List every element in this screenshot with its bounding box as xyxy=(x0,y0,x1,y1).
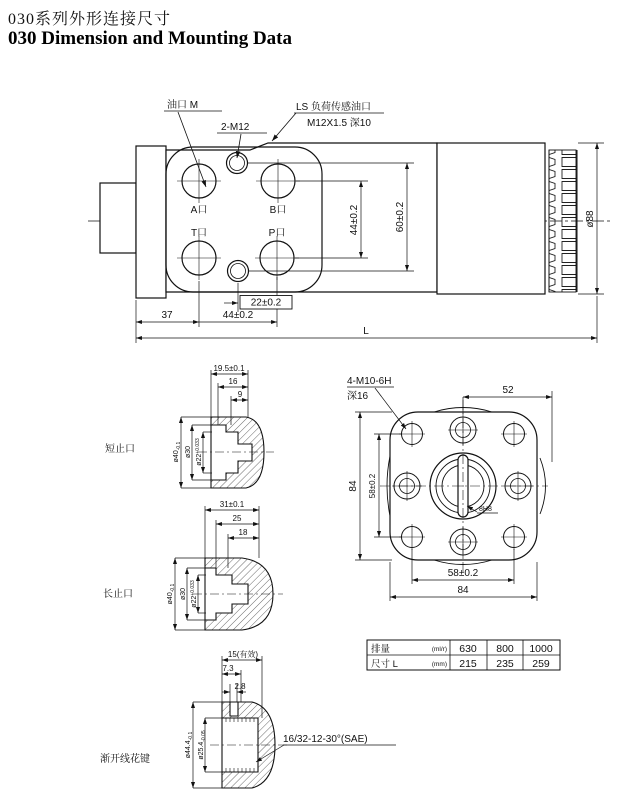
spline-len: 15(有效) xyxy=(227,650,259,659)
short-spigot-depth-9: 9 xyxy=(237,390,243,399)
table-row1-value-1000: 1000 xyxy=(529,643,553,655)
long-spigot-dia-outer: $ø40_{-0.1}$ xyxy=(167,583,176,605)
table-row2-value-215: 215 xyxy=(459,658,477,670)
mounting-flange xyxy=(136,146,166,298)
short-spigot-section xyxy=(181,370,274,488)
table-row2-value-259: 259 xyxy=(532,658,550,670)
long-spigot-section xyxy=(175,506,283,630)
short-spigot-depth-16: 16 xyxy=(228,377,238,386)
slot-width-label: 8H8 xyxy=(479,506,492,513)
dim-44-vertical: 44±0.2 xyxy=(349,204,360,236)
spline-dim-73: 7.3 xyxy=(222,664,234,673)
long-spigot-dia-inner: $ø22^{+0.033}$ xyxy=(190,580,198,608)
dim-44-bottom: 44±0.2 xyxy=(222,310,254,321)
page-title-chinese: 030系列外形连接尺寸 xyxy=(8,11,172,28)
table-row2-value-235: 235 xyxy=(496,658,514,670)
dim-length-L: L xyxy=(363,326,369,337)
bolt-spec-label: 4-M10-6H xyxy=(347,376,392,387)
spline-spec: 16/32-12-30°(SAE) xyxy=(283,734,368,745)
dim-dia-88: ø88 xyxy=(585,210,596,228)
short-spigot-depth-total: 19.5±0.1 xyxy=(213,364,245,373)
table-row1-label: 排量 xyxy=(371,644,391,655)
page-title-english: 030 Dimension and Mounting Data xyxy=(8,28,292,49)
short-spigot-dia-outer: $ø40_{-0.1}$ xyxy=(173,441,182,463)
short-spigot-dia-inner: $ø22^{+0.033}$ xyxy=(195,438,203,466)
port-b-label: B口 xyxy=(269,205,287,216)
table-row1-value-630: 630 xyxy=(459,643,477,655)
ls-label: LS 负荷传感油口 xyxy=(296,102,372,113)
long-spigot-depth-total: 31±0.1 xyxy=(219,500,245,509)
ls-thread-label: M12X1.5 深10 xyxy=(307,118,371,129)
bolt-label-leader xyxy=(375,388,406,429)
table-row1-value-800: 800 xyxy=(496,643,514,655)
spline-dims xyxy=(193,656,396,788)
spline-dia-inner: $ø25.4_{-0.05}$ xyxy=(198,730,207,760)
mount-dim-52: 52 xyxy=(502,385,514,396)
ls-leader xyxy=(272,113,296,141)
bolt-depth-label: 深16 xyxy=(347,391,369,402)
long-spigot-depth-25: 25 xyxy=(232,514,242,523)
table-row2-unit: (mm) xyxy=(431,661,447,668)
mount-dim-84-left: 84 xyxy=(348,480,359,492)
short-spigot-body xyxy=(211,417,264,488)
long-spigot-label: 长止口 xyxy=(103,589,133,600)
end-serration xyxy=(549,150,576,292)
mount-dim-58-bottom: 58±0.2 xyxy=(447,568,479,579)
short-spigot-dia-mid: ø30 xyxy=(185,445,192,459)
mount-dim-58-left: 58±0.2 xyxy=(368,473,377,499)
spline-dia-outer: $ø44.4_{-0.1}$ xyxy=(185,731,194,759)
m12-label: 2-M12 xyxy=(221,122,250,133)
spline-label: 渐开线花键 xyxy=(100,754,150,765)
table-row1-unit: (ml/r) xyxy=(431,646,447,653)
long-spigot-dia-mid: ø30 xyxy=(180,587,187,601)
oil-port-label: 油口 M xyxy=(167,100,199,111)
port-t-label: T口 xyxy=(190,228,208,239)
port-a-label: A口 xyxy=(190,205,208,216)
cylinder-body xyxy=(437,143,545,294)
dim-22: 22±0.2 xyxy=(250,297,282,309)
spline-dim-28: 2.8 xyxy=(234,682,246,691)
mount-dim-84-bottom: 84 xyxy=(457,585,469,596)
mount-view xyxy=(380,400,548,574)
spline-section xyxy=(193,656,396,788)
dim-60-vertical: 60±0.2 xyxy=(395,201,406,233)
table-row2-label: 尺寸 L xyxy=(371,659,398,670)
shaft-end xyxy=(100,183,136,253)
long-spigot-depth-18: 18 xyxy=(238,528,248,537)
short-spigot-label: 短止口 xyxy=(105,444,135,455)
dim-37: 37 xyxy=(161,310,173,321)
port-p-label: P口 xyxy=(268,228,286,239)
